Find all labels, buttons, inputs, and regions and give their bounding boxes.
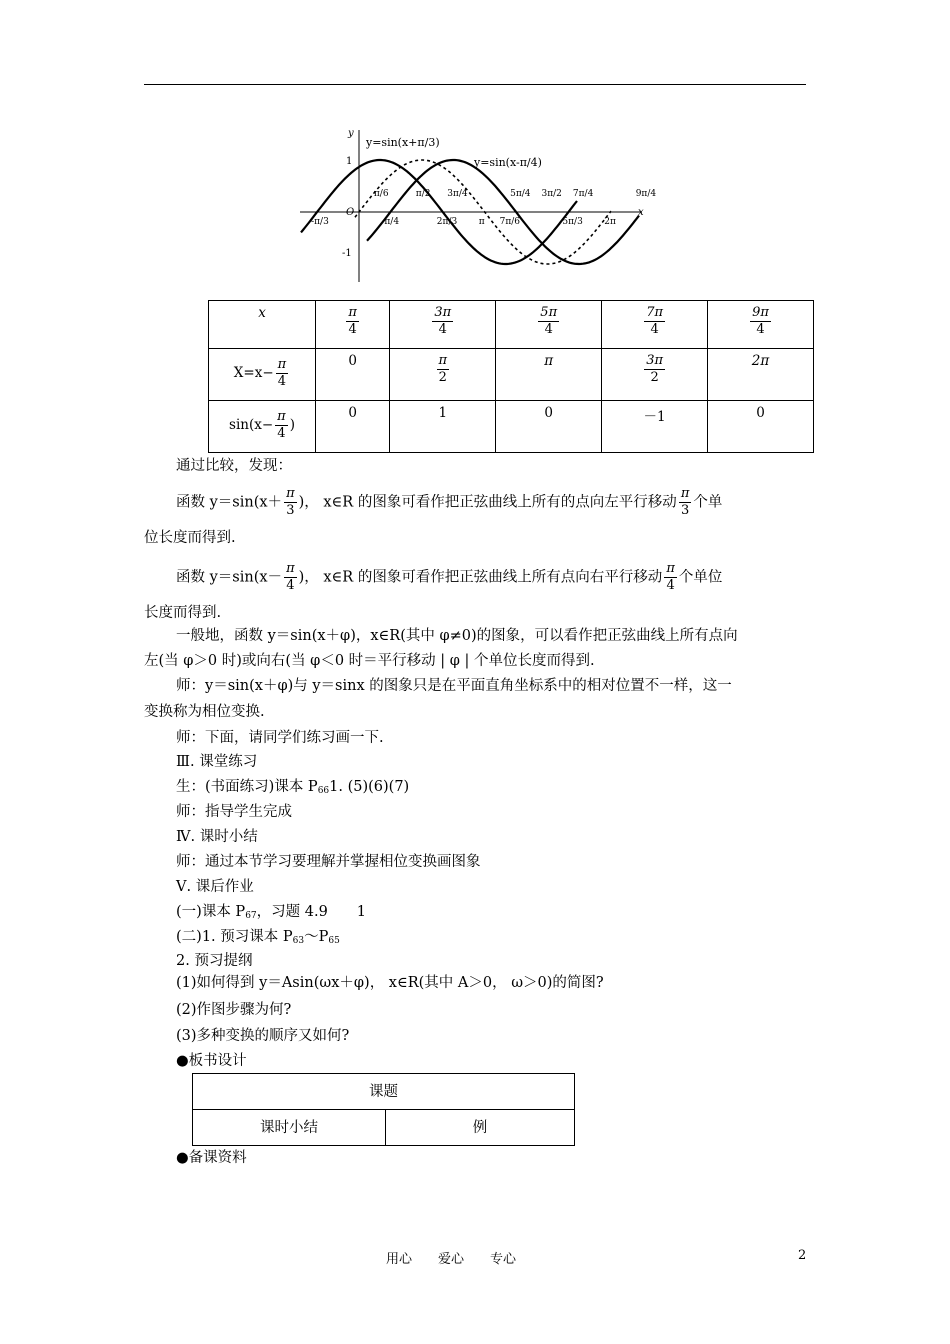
y-tick-neg1: -1 [342, 248, 352, 259]
x-tick-label: 9π/4 [635, 189, 656, 199]
x-tick-label: π/2 [415, 189, 431, 199]
page-number: 2 [798, 1248, 807, 1263]
x-tick-label: 7π/6 [499, 217, 521, 227]
x-tick-label: 3π/2 [541, 189, 562, 199]
row1-cell: $\frac{5\pi}{4}$ [496, 301, 602, 349]
curve-label-right: y=sin(x-π/4) [474, 156, 542, 169]
header-rule [144, 84, 806, 85]
board-left-cell: 课时小结 [193, 1110, 386, 1146]
question-1: (1)如何得到 y＝Asin(ωx＋φ)， x∈R(其中 A＞0， ω＞0)的简图? [176, 975, 604, 991]
homework-line-1: (一)课本 $P_{67}$，习题 4.9 1 [176, 904, 367, 921]
para1-line2: 位长度而得到. [144, 530, 236, 546]
outline-heading: 2. 预习提纲 [176, 953, 253, 969]
teacher-line-2: 师：指导学生完成 [176, 804, 292, 820]
curve-label-left: y=sin(x+π/3) [366, 136, 440, 149]
row2-head: X=x− $\frac{\pi}{4}$ [209, 349, 316, 401]
para1-line1: 函数 y＝sin(x＋ $\frac{\pi}{3}$ )， x∈R 的图象可看作把正弦曲线上所有的点向左平行移动 $\frac{\pi}{3}$ 个单 [176, 486, 723, 518]
x-tick-label: π/6 [373, 189, 389, 199]
board-title-cell: 课题 [193, 1074, 575, 1110]
para3-line2: 左(当 φ＞0 时)或向右(当 φ＜0 时＝平行移动 | φ | 个单位长度而得到. [144, 653, 595, 669]
x-tick-label: 7π/4 [572, 189, 594, 199]
prep-material-heading: ●备课资料 [176, 1150, 247, 1166]
y-axis-label: y [348, 128, 354, 139]
section-3-heading: Ⅲ. 课堂练习 [176, 754, 258, 770]
para3-line1: 一般地，函数 y＝sin(x＋φ)，x∈R(其中 φ≠0)的图象，可以看作把正弦曲线上所有点向 [176, 628, 738, 644]
compare-line: 通过比较，发现： [176, 458, 292, 474]
x-tick-label: 5π/3 [562, 217, 583, 227]
row3-cell: 1 [390, 401, 496, 453]
origin-label: O [346, 207, 355, 218]
para4-line2: 变换称为相位变换. [144, 704, 265, 720]
teacher-line-1: 师：下面，请同学们练习画一下. [176, 730, 384, 746]
board-design-table [192, 1073, 575, 1146]
homework-line-2: (二)1. 预习课本 $P_{63}\sim P_{65}$ [176, 929, 340, 946]
row3-cell: 0 [708, 401, 814, 453]
section-4-heading: Ⅳ. 课时小结 [176, 829, 258, 845]
row3-cell: 0 [316, 401, 390, 453]
para2-line2: 长度而得到. [144, 605, 222, 621]
value-table [208, 300, 814, 453]
section-5-heading: Ⅴ. 课后作业 [176, 879, 254, 895]
row1-cell: $\frac{\pi}{4}$ [316, 301, 390, 349]
row3-cell: －1 [602, 401, 708, 453]
para4-line1: 师：y＝sin(x＋φ)与 y＝sinx 的图象只是在平面直角坐标系中的相对位置不一样，这一 [176, 678, 732, 694]
row1-cell: $\frac{3\pi}{4}$ [390, 301, 496, 349]
row3-head: sin(x− $\frac{\pi}{4}$ ) [209, 401, 316, 453]
row2-cell: 0 [316, 349, 390, 401]
row1-cell: $\frac{9\pi}{4}$ [708, 301, 814, 349]
row2-cell: $\frac{\pi}{2}$ [390, 349, 496, 401]
footer-motto: 用心 爱心 专心 [386, 1252, 517, 1267]
row1-head: x [209, 301, 316, 349]
x-tick-label: π [478, 217, 485, 227]
x-tick-label: 3π/4 [447, 189, 468, 199]
x-tick-label: -π/3 [311, 217, 329, 227]
teacher-line-3: 师：通过本节学习要理解并掌握相位变换画图象 [176, 854, 481, 870]
board-right-cell: 例 [386, 1110, 575, 1146]
x-tick-label: π/4 [384, 217, 400, 227]
x-tick-label: 5π/4 [510, 189, 531, 199]
row2-cell: $\frac{3\pi}{2}$ [602, 349, 708, 401]
x-tick-label: 2π [604, 217, 616, 227]
y-tick-1: 1 [346, 156, 353, 167]
row3-cell: 0 [496, 401, 602, 453]
row2-cell: 2π [708, 349, 814, 401]
para2-line1: 函数 y＝sin(x－ $\frac{\pi}{4}$ )， x∈R 的图象可看作把正弦曲线上所有点向右平行移动 $\frac{\pi}{4}$ 个单位 [176, 561, 723, 593]
row1-cell: $\frac{7\pi}{4}$ [602, 301, 708, 349]
student-line: 生：(书面练习)课本 $P_{66}1$. (5)(6)(7) [176, 779, 410, 796]
x-tick-label: 2π/3 [436, 217, 458, 227]
row2-cell: π [496, 349, 602, 401]
board-design-heading: ●板书设计 [176, 1053, 247, 1069]
sine-graph [296, 122, 656, 284]
question-3: (3)多种变换的顺序又如何? [176, 1028, 350, 1044]
question-2: (2)作图步骤为何? [176, 1002, 292, 1018]
x-axis-label: x [638, 207, 644, 218]
